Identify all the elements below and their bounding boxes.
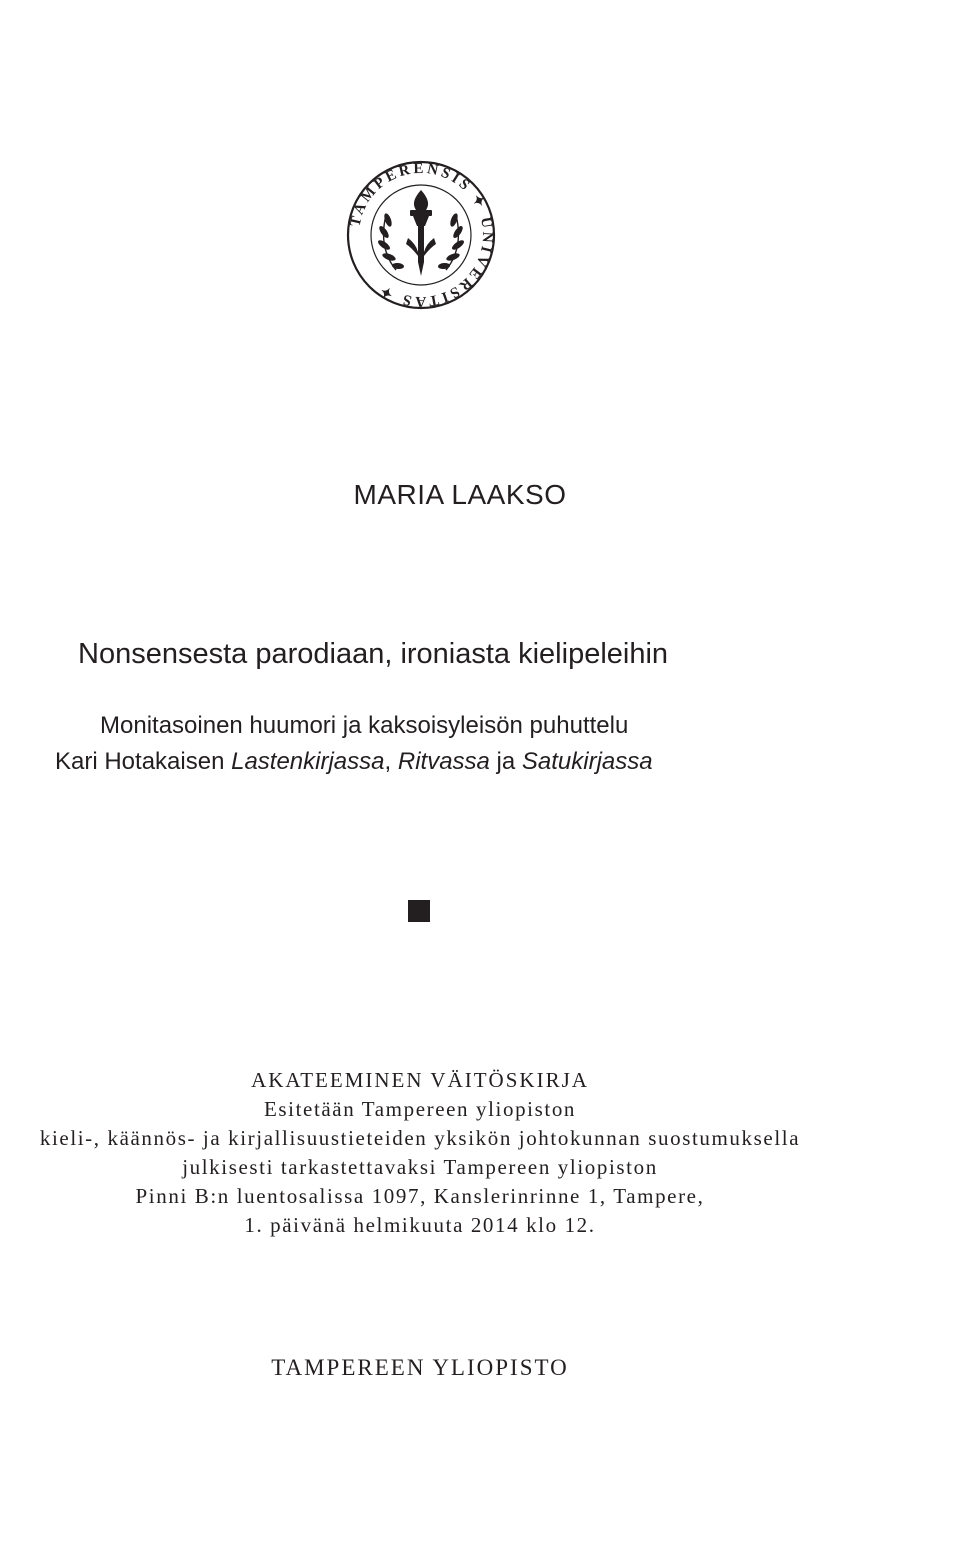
subtitle-line-1: Monitasoinen huumori ja kaksoisyleisön puhuttelu: [100, 712, 629, 739]
work-title-lastenkirja: Lastenkirjassa: [231, 748, 385, 775]
dissertation-heading: AKATEEMINEN VÄITÖSKIRJA: [251, 1068, 589, 1092]
dissertation-line-1: Esitetään Tampereen yliopiston: [263, 1097, 577, 1121]
dissertation-line-3: julkisesti tarkastettavaksi Tampereen yliopiston: [182, 1155, 658, 1179]
university-seal-logo: [346, 160, 496, 310]
work-title-satukirja: Satukirjassa: [521, 748, 653, 775]
dissertation-line-2: kieli-, käännös- ja kirjallisuustieteiden yksikön johtokunnan suostumuksella: [39, 1126, 801, 1150]
subtitle-separator-2: ja: [489, 748, 522, 775]
subtitle-line-2: [55, 748, 653, 776]
subtitle-author-prefix: Kari Hotakaisen: [55, 748, 232, 775]
subtitle-separator-1: ,: [384, 748, 398, 775]
work-title-ritva: Ritvassa: [397, 748, 490, 775]
dissertation-line-5: 1. päivänä helmikuuta 2014 klo 12.: [244, 1213, 596, 1237]
dissertation-title: Nonsensesta parodiaan, ironiasta kielipeleihin: [78, 638, 669, 670]
svg-text:TAMPERENSIS ✦ UNIVERSITAS ✦: TAMPERENSIS ✦ UNIVERSITAS ✦: [347, 160, 496, 310]
author-name: MARIA LAAKSO: [353, 479, 567, 510]
decorative-square: [408, 900, 430, 922]
publisher-name: TAMPEREEN YLIOPISTO: [271, 1355, 569, 1380]
dissertation-line-4: Pinni B:n luentosalissa 1097, Kanslerinrinne 1, Tampere,: [135, 1184, 705, 1208]
